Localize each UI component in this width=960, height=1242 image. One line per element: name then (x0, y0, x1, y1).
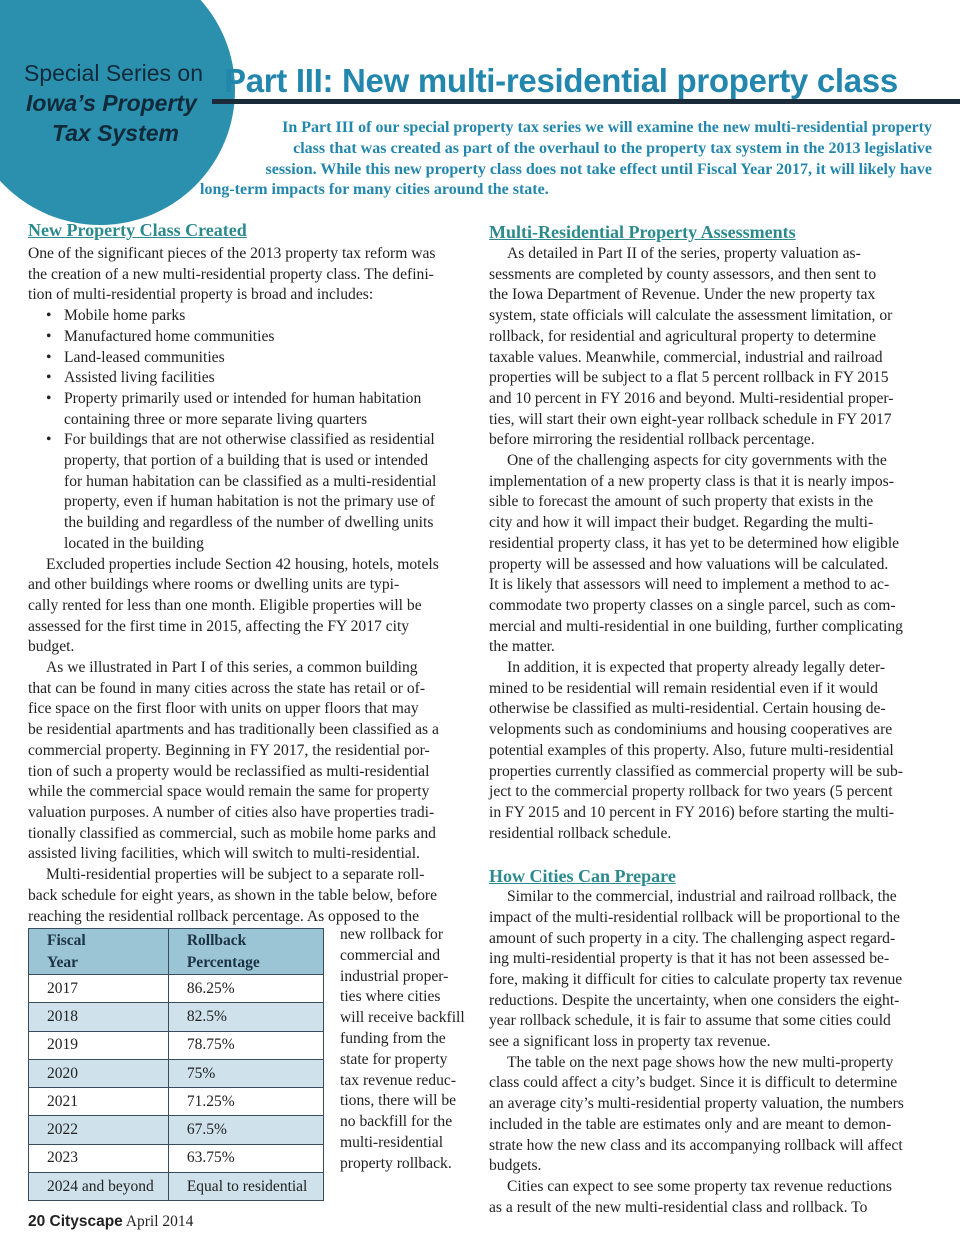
bullet-item: • Mobile home parks (28, 306, 472, 327)
title-underline-rule (212, 99, 960, 104)
text-line: cally rented for less than one month. Eligible properties will be (28, 596, 422, 614)
table-row (29, 975, 324, 1003)
text-line: tionally classified as commercial, such as mobile home parks and (28, 824, 436, 842)
table-cell-percentage: 78.75% (168, 1031, 323, 1059)
bullet-item: • Manufactured home communities (28, 327, 472, 348)
page-title: Part III: New multi-residential property class (224, 62, 898, 99)
intro-line: session. While this new property class does not take effect until Fiscal Year 2017, it will likely have (265, 160, 932, 178)
text-line: tax revenue reduc- (340, 1071, 457, 1089)
text-line: reductions. Despite the uncertainty, when one considers the eight- (489, 991, 900, 1009)
text-line: back schedule for eight years, as shown in the table below, before (28, 886, 438, 904)
text-line: state for property (340, 1050, 448, 1068)
table-row (29, 1031, 324, 1059)
page-footer (28, 1213, 193, 1231)
text-line: and other buildings where rooms or dwelling units are typi- (28, 576, 400, 594)
series-badge-line3: Tax System (52, 120, 179, 146)
text-line: velopments such as condominiums and housing cooperatives are (489, 721, 893, 739)
text-line: It is likely that assessors will need to implement a method to ac- (489, 576, 890, 594)
intro-line: long-term impacts for many cities around the state. (200, 181, 549, 199)
table-cell-year: 2020 (29, 1059, 169, 1087)
table-cell-percentage: 82.5% (168, 1003, 323, 1031)
text-line: rollback, for residential and agricultural property to determine (489, 327, 877, 345)
text-line: mined to be residential will remain residential even if it would (489, 679, 878, 697)
table-cell-percentage: 67.5% (168, 1116, 323, 1144)
text-line: before mirroring the residential rollback percentage. (489, 431, 815, 449)
text-line: One of the challenging aspects for city governments with the (507, 452, 887, 470)
text-line: in FY 2015 and 10 percent in FY 2016) before starting the multi- (489, 803, 895, 821)
text-line: ties, will start their own eight-year rollback schedule in FY 2017 (489, 410, 892, 428)
table-row (29, 1116, 324, 1144)
text-line: the Iowa Department of Revenue. Under the new property tax (489, 286, 876, 304)
bullet-item: • For buildings that are not otherwise classified as residential (28, 430, 472, 451)
text-line: year rollback schedule, it is fair to assume that some cities could (489, 1012, 891, 1030)
table-cell-year: 2019 (29, 1031, 169, 1059)
text-line: and 10 percent in FY 2016 and beyond. Multi-residential proper- (489, 389, 894, 407)
bullet-item-continued: property, even if human habitation is not the primary use of (64, 493, 435, 511)
left-para2 (28, 555, 472, 659)
text-line: budgets. (489, 1157, 542, 1175)
text-line: valuation purposes. A number of cities also have properties tradi- (28, 803, 435, 821)
table-header-row (29, 929, 324, 975)
text-line: impact of the multi-residential rollback will be proportional to the (489, 908, 900, 926)
text-line: system, state officials will calculate the assessment limitation, or (489, 307, 893, 325)
text-line: fice space on the first floor with units on upper floors that may (28, 700, 419, 718)
footer-date: April 2014 (125, 1213, 194, 1230)
text-line: tion of such a property would be reclassified as multi-residential (28, 762, 430, 780)
text-line: Multi-residential properties will be subject to a separate roll- (46, 866, 425, 884)
text-line: be residential apartments and has traditionally been classified as a (28, 721, 439, 739)
header-text: Year (47, 953, 78, 971)
table-row (29, 1088, 324, 1116)
bullet-item-continued: the building and regardless of the number of dwelling units (64, 514, 434, 532)
bullet-item-continued: located in the building (64, 534, 204, 552)
table-cell-percentage: 75% (168, 1059, 323, 1087)
text-line: new rollback for (340, 926, 444, 943)
property-bullet-list (28, 306, 472, 554)
text-line: the creation of a new multi-residential property class. The defini- (28, 265, 434, 283)
text-line: commodate two property classes on a single parcel, such as com- (489, 596, 896, 614)
text-line: property will be assessed and how valuations will be calculated. (489, 555, 889, 573)
text-line: assisted living facilities, which will switch to multi-residential. (28, 845, 420, 863)
table-header-rollback-percentage (168, 929, 323, 975)
table-cell-year: 2018 (29, 1003, 169, 1031)
text-line: class could affect a city’s budget. Since it is difficult to determine (489, 1074, 898, 1092)
header-text: Rollback (186, 931, 247, 949)
text-line: while the commercial space would remain the same for property (28, 783, 430, 801)
text-line: commercial and (340, 946, 441, 964)
text-line: properties currently classified as commercial property will be sub- (489, 762, 903, 780)
text-line: residential property class, it has yet to be determined how eligible (489, 534, 900, 552)
section-heading-new-property-class: New Property Class Created (28, 220, 247, 240)
text-line: ties where cities (340, 988, 441, 1006)
text-line: As we illustrated in Part I of this series, a common building (46, 659, 418, 677)
text-line: budget. (28, 638, 75, 656)
text-line: see a significant loss in property tax revenue. (489, 1033, 771, 1051)
left-para1 (28, 244, 472, 306)
text-line: fore, making it difficult for cities to calculate property tax revenue (489, 970, 903, 988)
right-paraE (489, 1053, 931, 1177)
table-cell-year: 2023 (29, 1144, 169, 1172)
table-cell-year: 2021 (29, 1088, 169, 1116)
header-text: Percentage (186, 953, 260, 971)
text-line: Excluded properties include Section 42 housing, hotels, motels (46, 555, 439, 573)
text-line: strate how the new class and its accompanying rollback will affect (489, 1136, 903, 1154)
text-line: ing multi-residential property is that it has not been assessed be- (489, 950, 890, 968)
intro-line: In Part III of our special property tax series we will examine the new multi-residential property (282, 119, 932, 136)
text-line: industrial proper- (340, 967, 449, 985)
text-line: sible to forecast the amount of such property that exists in the (489, 493, 874, 511)
right-paraC (489, 658, 931, 844)
bullet-item: • Land-leased communities (28, 348, 472, 369)
text-line: Cities can expect to see some property tax revenue reductions (507, 1177, 892, 1195)
intro-paragraph (200, 118, 932, 201)
text-line: funding from the (340, 1029, 446, 1047)
section-heading-assessments: Multi-Residential Property Assessments (489, 222, 796, 242)
text-line: an average city’s multi-residential property valuation, the numbers (489, 1095, 904, 1113)
table-cell-year: 2017 (29, 975, 169, 1003)
text-line: city and how it will impact their budget. Regarding the multi- (489, 514, 874, 532)
text-line: commercial property. Beginning in FY 2017, the residential por- (28, 741, 430, 759)
text-line: property rollback. (340, 1154, 452, 1172)
right-paraD (489, 887, 931, 1053)
text-line: One of the significant pieces of the 2013 property tax reform was (28, 245, 436, 262)
text-line: residential rollback schedule. (489, 824, 672, 842)
text-line: multi-residential (340, 1133, 444, 1151)
text-line: as a result of the new multi-residential class and rollback. To (489, 1198, 868, 1216)
left-column (28, 220, 472, 927)
text-line: the matter. (489, 638, 555, 656)
table-wrap-text (340, 925, 470, 1175)
text-line: no backfill for the (340, 1113, 453, 1131)
text-line: tions, there will be (340, 1092, 457, 1110)
text-line: The table on the next page shows how the new multi-property (507, 1053, 894, 1071)
text-line: amount of such property in a city. The challenging aspect regard- (489, 929, 896, 947)
text-line: included in the table are estimates only and are meant to demon- (489, 1115, 892, 1133)
right-column (489, 222, 931, 1218)
table-row (29, 1003, 324, 1031)
table-cell-percentage: 63.75% (168, 1144, 323, 1172)
text-line: Similar to the commercial, industrial and railroad rollback, the (507, 888, 897, 906)
bullet-item-continued: for human habitation can be classified as a multi-residential (64, 472, 437, 490)
section-spacer (489, 844, 931, 866)
right-paraB (489, 451, 931, 658)
bullet-item-continued: property, that portion of a building that is used or intended (64, 452, 429, 470)
table-row (29, 1144, 324, 1172)
text-line: sessments are completed by county assessors, and then sent to (489, 265, 877, 283)
text-line: potential examples of this property. Also, future multi-residential (489, 741, 894, 759)
intro-line: class that was created as part of the overhaul to the property tax system in the 2013 legislative (293, 139, 932, 157)
table-cell-year: 2022 (29, 1116, 169, 1144)
bullet-item-continued: containing three or more separate living quarters (64, 410, 368, 428)
text-line: mercial and multi-residential in one building, further complicating (489, 617, 903, 635)
right-paraF (489, 1177, 931, 1218)
text-line: ject to the commercial property rollback for two years (5 percent (489, 783, 893, 801)
right-paraA (489, 244, 931, 451)
table-cell-year: 2024 and beyond (29, 1173, 169, 1201)
header-text: Fiscal (47, 931, 86, 949)
text-line: In addition, it is expected that property already legally deter- (507, 659, 886, 677)
text-line: As detailed in Part II of the series, property valuation as- (507, 245, 861, 262)
bullet-item: • Assisted living facilities (28, 368, 472, 389)
text-line: taxable values. Meanwhile, commercial, industrial and railroad (489, 348, 883, 366)
rollback-schedule-table (28, 928, 324, 1201)
text-line: assessed for the first time in 2015, affecting the FY 2017 city (28, 617, 410, 635)
table-row (29, 1059, 324, 1087)
table-cell-percentage: Equal to residential (168, 1173, 323, 1201)
left-para3 (28, 658, 472, 865)
text-line: otherwise be classified as multi-residential. Certain housing de- (489, 700, 886, 718)
text-line: reaching the residential rollback percentage. As opposed to the (28, 907, 420, 925)
series-badge-line1: Special Series on (24, 60, 203, 86)
text-line: implementation of a new property class is that it is nearly impos- (489, 472, 894, 490)
footer-page-publication: 20 Cityscape (28, 1213, 123, 1230)
series-badge-line2: Iowa’s Property (26, 90, 197, 116)
text-line: that can be found in many cities across the state has retail or of- (28, 679, 426, 697)
left-para4 (28, 865, 472, 927)
text-line: will receive backfill (340, 1009, 465, 1027)
table-header-fiscal-year (29, 929, 169, 975)
bullet-item: • Property primarily used or intended for human habitation (28, 389, 472, 410)
table-row (29, 1173, 324, 1201)
text-line: tion of multi-residential property is broad and includes: (28, 286, 374, 304)
table-cell-percentage: 86.25% (168, 975, 323, 1003)
table-cell-percentage: 71.25% (168, 1088, 323, 1116)
section-heading-how-cities-prepare: How Cities Can Prepare (489, 866, 676, 887)
text-line: properties will be subject to a flat 5 percent rollback in FY 2015 (489, 369, 889, 387)
